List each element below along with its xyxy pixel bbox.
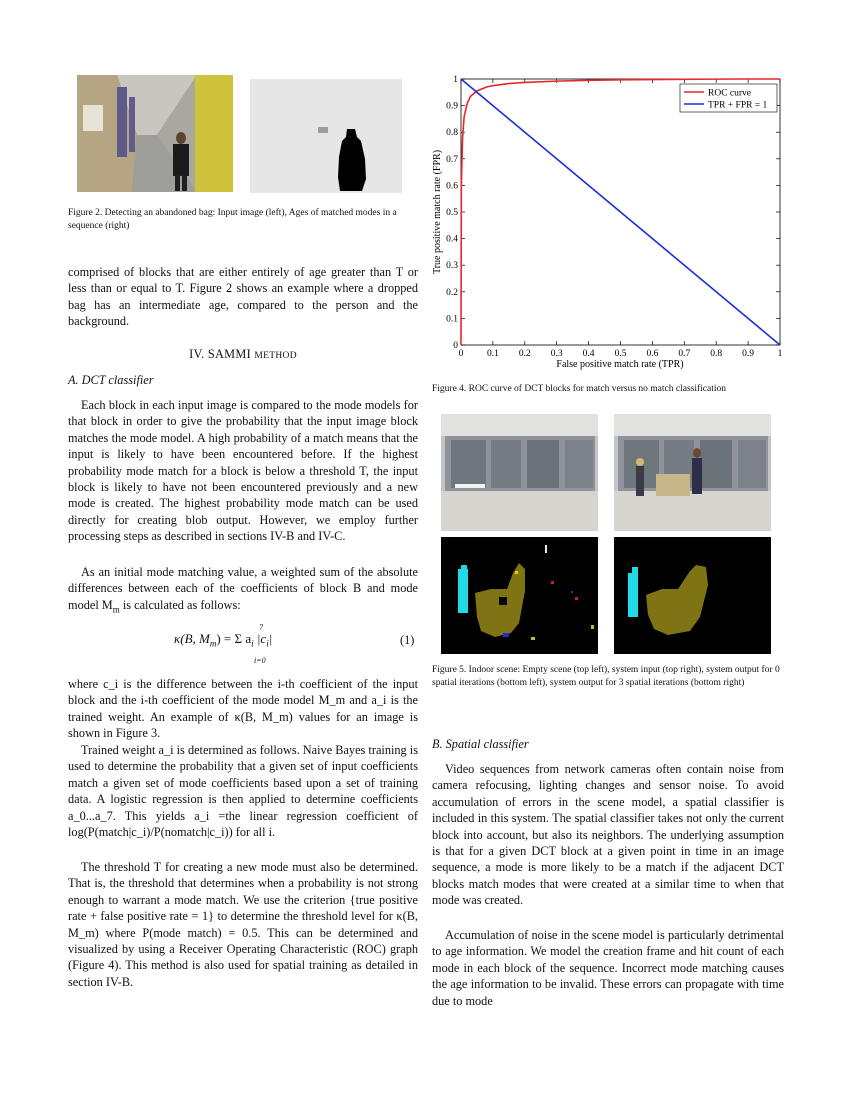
equation-abs: |c: [253, 631, 267, 646]
paragraph-a4: Trained weight a_i is determined as follows. Naive Bayes training is used to determine the probability that a given set of input coefficients match a given set of mode coefficients based upon a set of training data. A logistic regression is then applied to determine coefficients a_0...a_7. This yields a_i =the linear regression coefficient of log(P(match|c_i)/P(nomatch|c_i)) for all i.: [68, 743, 418, 840]
equation-1: [174, 631, 272, 649]
x-tick-label: 0.2: [518, 349, 531, 359]
section-title: [68, 347, 418, 362]
x-tick-label: 0.7: [678, 349, 691, 359]
y-tick-label: 0.4: [446, 234, 458, 245]
figure4-caption: Figure 4. ROC curve of DCT blocks for match versus no match classification: [432, 384, 726, 394]
figure4-roc-chart: [425, 70, 795, 375]
sum-lower-limit: i=0: [254, 656, 266, 665]
figure5-caption: Figure 5. Indoor scene: Empty scene (top left), system input (top right), system output for 0 spatial iterations (bottom left), system output for 3 spatial iterations (bottom right): [432, 665, 780, 688]
x-tick-label: 0.3: [550, 349, 563, 359]
figure5-output-0-iterations: [441, 537, 598, 654]
paragraph-a1: Each block in each input image is compared to the mode models for that block in order to give the probability that the input image block matches the mode model. A high probability of a match means that the input is likely to have been encountered before. If the highest probability mode match for a block is below a threshold T, the input block is likely to have not been encountered previously and a new mode is created. The highest probability mode match can be used directly for creating blob output. However, we employ further processing steps as described in sections IV-B and IV-C.: [68, 398, 418, 544]
y-tick-label: 0.2: [446, 287, 458, 298]
equation-rhs: ) = Σ a: [216, 631, 252, 646]
x-tick-label: 0.9: [742, 349, 755, 359]
paragraph-a2: [68, 564, 418, 618]
x-tick-label: 0.1: [486, 349, 499, 359]
x-tick-label: 0.6: [646, 349, 659, 359]
y-axis-label: True positive match rate (FPR): [432, 149, 443, 275]
x-tick-label: 0.5: [614, 349, 627, 359]
y-tick-label: 1: [453, 75, 458, 85]
x-tick-label: 0.8: [710, 349, 723, 359]
y-tick-label: 0.5: [446, 208, 458, 218]
paragraph-a2-end: is calculated as follows:: [119, 597, 241, 612]
equation-number: (1): [400, 633, 415, 647]
subsection-a-title: A. DCT classifier: [68, 373, 154, 387]
equation-close: |: [268, 631, 273, 646]
y-tick-label: 0.1: [446, 314, 458, 325]
legend-label: ROC curve: [708, 88, 752, 99]
y-tick-label: 0.3: [446, 261, 458, 272]
equation-lhs: κ(B, M: [174, 631, 210, 646]
subsection-b-title: B. Spatial classifier: [432, 737, 529, 751]
x-axis-label: False positive match rate (TPR): [556, 359, 684, 370]
figure2-caption: Figure 2. Detecting an abandoned bag: Input image (left), Ages of matched modes in a sequence (right): [68, 208, 397, 231]
x-tick-label: 0: [458, 349, 464, 359]
figure2-age-image: [250, 79, 402, 193]
x-tick-label: 0.4: [582, 349, 595, 359]
figure5-output-3-iterations: [614, 537, 771, 654]
paragraph-b2: Accumulation of noise in the scene model is particularly detrimental to age information. We model the creation frame and hit count of each mode in each block of the sequence. Incorrect mode matching causes the age information to be invalid. These errors can propagate with time due to mode: [432, 928, 784, 1008]
figure5-system-input: [614, 414, 771, 531]
y-tick-label: 0: [453, 341, 458, 351]
paragraph-a2-text: As an initial mode matching value, a weighted sum of the absolute differences between each of the coefficients of block B and mode model M: [68, 565, 418, 612]
legend-label: TPR + FPR = 1: [708, 100, 768, 111]
y-tick-label: 0.6: [446, 181, 458, 192]
equation-c-sub: i: [266, 638, 269, 649]
y-tick-label: 0.9: [446, 101, 458, 112]
y-tick-label: 0.7: [446, 154, 458, 165]
equation-lhs-sub: m: [209, 638, 217, 649]
section-title-small: METHOD: [254, 351, 297, 361]
y-tick-label: 0.8: [446, 128, 458, 139]
x-tick-label: 1: [777, 349, 783, 359]
paragraph-b1: Video sequences from network cameras often contain noise from camera refocusing, lighting changes and sensor noise. To avoid accumulation of errors in the scene model, a spatial classifier is included in this system. The spatial classifier takes not only the current block into account, but also its neighbors. The underlying assumption is that for a given DCT block at a given point in time in an image sequence, a mode is more likely to be a match if the adjacent DCT blocks match modes that were created at a similar time to when that mode was created.: [432, 762, 784, 908]
equation-a-sub: i: [251, 638, 254, 649]
paragraph-intro: comprised of blocks that are either entirely of age greater than T or less than or equal to T. Figure 2 shows an example where a dropped bag has an intermediate age, compared to the person and the background.: [68, 265, 418, 329]
paragraph-a2-sub: m: [112, 604, 120, 615]
sum-upper-limit: 7: [259, 623, 263, 632]
figure5-empty-scene: [441, 414, 598, 531]
section-title-main: IV. SAMMI: [189, 347, 255, 361]
paragraph-a3: where c_i is the difference between the i-th coefficient of the input block and the i-th coefficient of the mode model M_m and a_i is the trained weight. An example of κ(B, M_m) values for an image is shown in Figure 3.: [68, 677, 418, 741]
figure2-input-image: [77, 75, 233, 192]
paragraph-a5: The threshold T for creating a new mode must also be determined. That is, the threshold that determines when a probability is not strong enough to warrant a mode match. We use the criterion {true positive rate + false positive rate = 1} to determine the threshold level for κ(B, M_m) where P(mode match) = 0.5. This can be determined and visualized by using a Receiver Operating Characteristic (ROC) graph (Figure 4). This method is also used for spatial training as detailed in section IV-B.: [68, 860, 418, 989]
